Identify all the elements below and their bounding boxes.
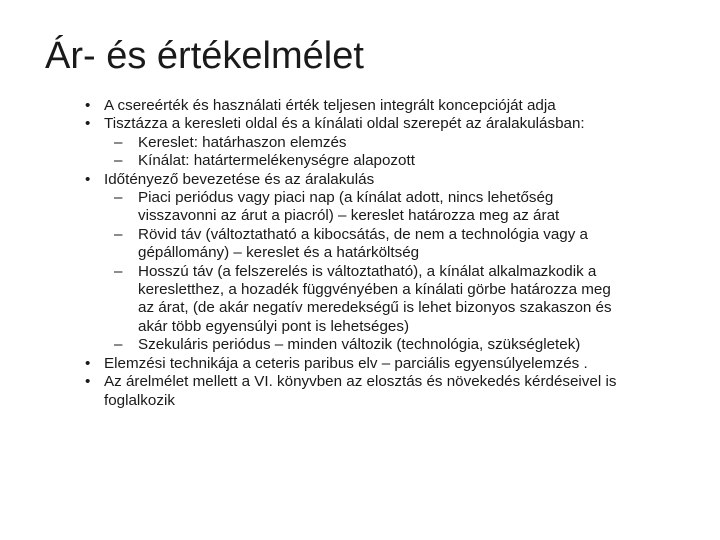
bullet-dot-icon: • bbox=[85, 170, 91, 188]
bullet-text-line: Tisztázza a keresleti oldal és a kínálati oldal szerepét az áralakulásban: bbox=[104, 115, 585, 133]
bullet-text-line: Kínálat: határtermelékenységre alapozott bbox=[138, 152, 415, 170]
bullet-text-line: A csereérték és használati érték teljesen integrált koncepcióját adja bbox=[104, 97, 556, 114]
bullet-item bbox=[0, 355, 720, 373]
bullet-item bbox=[0, 115, 720, 133]
bullet-text-line: Kereslet: határhaszon elemzés bbox=[138, 133, 347, 151]
en-dash-icon: – bbox=[114, 189, 123, 207]
bullet-text-line: keresletthez, a hozadék függvényében a kínálati görbe határozza meg bbox=[138, 281, 611, 299]
bullet-text-line: Szekuláris periódus – minden változik (technológia, szükségletek) bbox=[138, 336, 581, 354]
bullet-dot-icon: • bbox=[85, 115, 91, 133]
slide-title: Ár- és értékelmélet bbox=[45, 35, 364, 77]
en-dash-icon: – bbox=[114, 225, 123, 243]
en-dash-icon: – bbox=[114, 152, 123, 170]
bullet-text-line: Hosszú táv (a felszerelés is változtatható), a kínálat alkalmazkodik a bbox=[138, 262, 597, 280]
bullet-item bbox=[0, 97, 720, 115]
en-dash-icon: – bbox=[114, 262, 123, 280]
sub-bullet-item bbox=[0, 263, 720, 337]
slide-body bbox=[0, 97, 720, 410]
bullet-item bbox=[0, 373, 720, 410]
en-dash-icon: – bbox=[114, 133, 123, 151]
sub-bullet-item bbox=[0, 189, 720, 226]
sub-bullet-item bbox=[0, 336, 720, 354]
bullet-text-line: visszavonni az árut a piacról) – kereslet határozza meg az árat bbox=[138, 207, 560, 225]
sub-bullet-item bbox=[0, 152, 720, 170]
en-dash-icon: – bbox=[114, 336, 123, 354]
sub-bullet-item bbox=[0, 134, 720, 152]
bullet-text-line: az árat, (de akár negatív meredekségű is lehet bizonyos szakaszon és bbox=[138, 299, 612, 317]
bullet-dot-icon: • bbox=[85, 373, 91, 391]
bullet-dot-icon: • bbox=[85, 354, 91, 372]
bullet-dot-icon: • bbox=[85, 97, 91, 114]
bullet-text-line: foglalkozik bbox=[104, 391, 175, 409]
sub-bullet-item bbox=[0, 226, 720, 263]
bullet-text-line: Időtényező bevezetése és az áralakulás bbox=[104, 170, 375, 188]
bullet-text-line: akár több egyensúlyi pont is lehetséges) bbox=[138, 317, 410, 335]
bullet-text-line: Piaci periódus vagy piaci nap (a kínálat adott, nincs lehetőség bbox=[138, 189, 554, 207]
bullet-text-line: Elemzési technikája a ceteris paribus elv – parciális egyensúlyelemzés . bbox=[104, 354, 588, 372]
bullet-item bbox=[0, 171, 720, 189]
bullet-text-line: Rövid táv (változtatható a kibocsátás, de nem a technológia vagy a bbox=[138, 225, 588, 243]
bullet-text-line: Az árelmélet mellett a VI. könyvben az elosztás és növekedés kérdéseivel is bbox=[104, 373, 617, 391]
bullet-text-line: gépállomány) – kereslet és a határköltség bbox=[138, 244, 420, 262]
